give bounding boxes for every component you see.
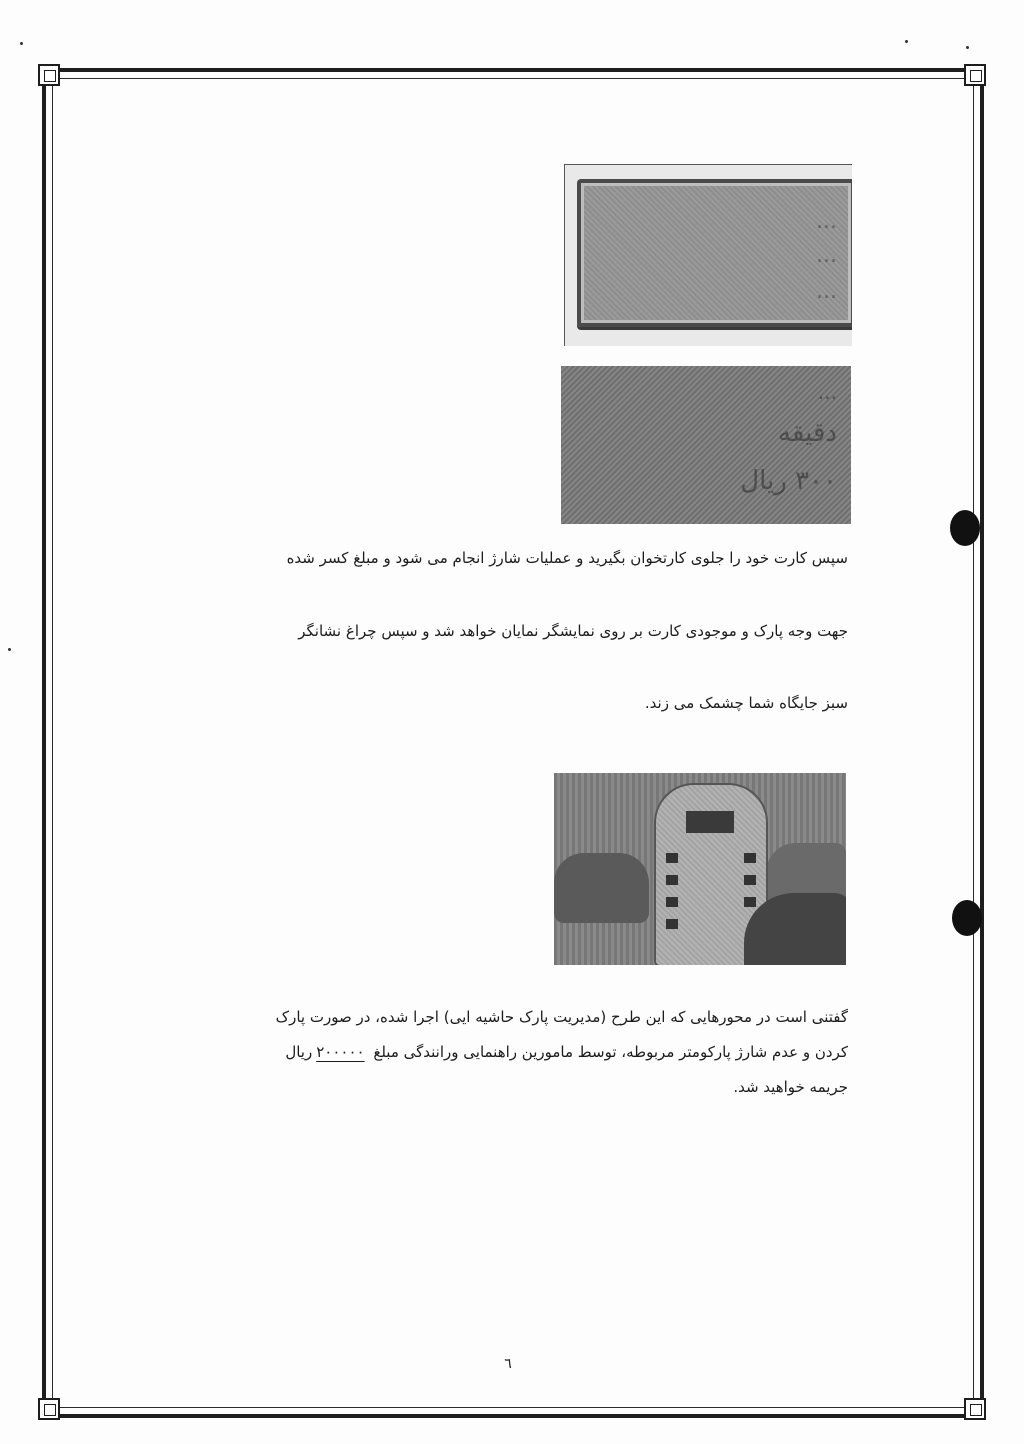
display-text-line: ...: [816, 279, 837, 304]
display-text-line: ...: [816, 209, 837, 234]
frame-corner-top-right: [964, 64, 986, 86]
page-number: ٦: [504, 1356, 512, 1372]
paragraph-2-line-2-text: کردن و عدم شارژ پارکومتر مربوطه، توسط مامورین راهنمایی ورانندگی مبلغ: [373, 1043, 848, 1061]
photo-meter-display-1: [564, 164, 852, 346]
fine-currency: ریال: [285, 1043, 313, 1061]
frame-corner-bottom-right: [964, 1398, 986, 1420]
scan-speck: [8, 648, 11, 651]
meter-display-panel: [577, 179, 852, 327]
meter-key: [744, 853, 756, 863]
scan-speck: [20, 42, 23, 45]
paragraph-1-line-2: جهت وجه پارک و موجودی کارت بر روی نمایشگر نمایان خواهد شد و سپس چراغ نشانگر: [298, 622, 848, 640]
display-text-line: ...: [816, 243, 837, 268]
photo-parking-meter: [554, 773, 846, 965]
paragraph-2-line-3: جریمه خواهید شد.: [733, 1078, 848, 1096]
photo-meter-display-2: [561, 366, 851, 524]
car-shape-left: [554, 853, 649, 923]
punch-hole-top: [950, 510, 980, 546]
meter-key: [666, 875, 678, 885]
meter-key: [666, 919, 678, 929]
paragraph-2-line-1: گفتنی است در محورهایی که این طرح (مدیریت پارک حاشیه ایی) اجرا شده، در صورت پارک: [275, 1008, 848, 1026]
paragraph-1-line-1: سپس کارت خود را جلوی کارتخوان بگیرید و عملیات شارژ انجام می شود و مبلغ کسر شده: [286, 549, 848, 567]
punch-hole-bottom: [952, 900, 982, 936]
meter-key: [666, 897, 678, 907]
frame-corner-top-left: [38, 64, 60, 86]
display-text-line: ۳۰۰ ریال: [740, 466, 837, 496]
display-text-line: ...: [817, 380, 837, 404]
fine-amount: ۲۰۰۰۰۰: [316, 1043, 365, 1061]
meter-key: [744, 897, 756, 907]
paragraph-2-line-2: [285, 1043, 848, 1061]
parking-meter-screen: [686, 811, 734, 833]
meter-key: [666, 853, 678, 863]
frame-corner-bottom-left: [38, 1398, 60, 1420]
display-text-line: دقیقه: [778, 418, 837, 448]
paragraph-1-line-3: سبز جایگاه شما چشمک می زند.: [644, 694, 848, 712]
meter-key: [744, 875, 756, 885]
scan-speck: [966, 46, 969, 49]
scan-speck: [905, 40, 908, 43]
